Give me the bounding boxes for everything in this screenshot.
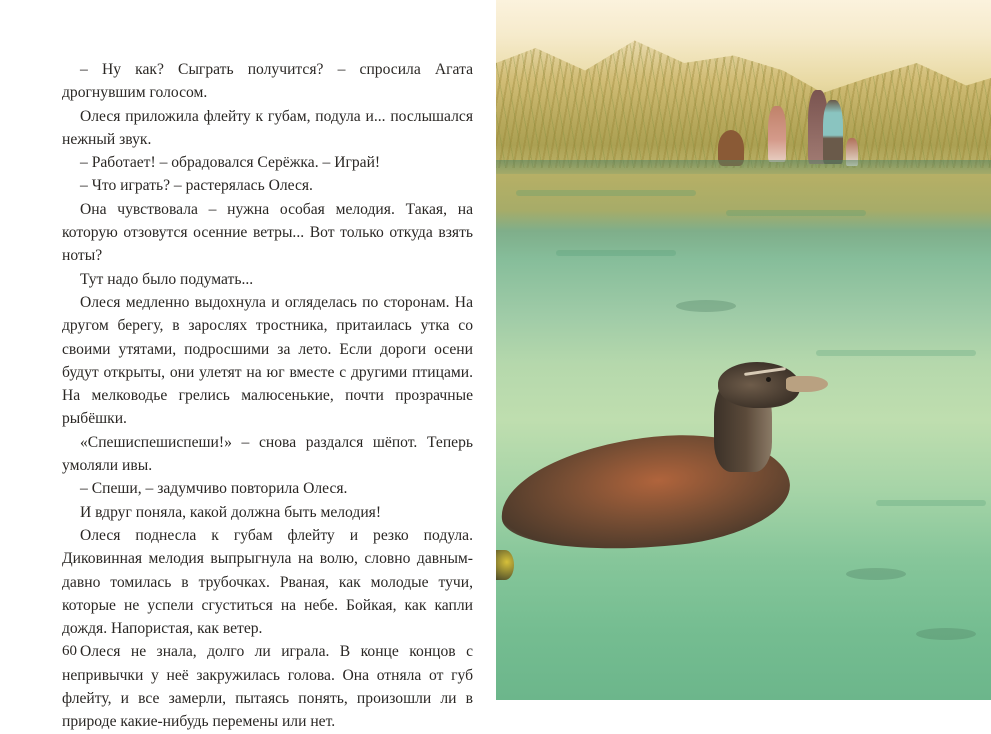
paragraph: Она чувствовала – нужна особая мелодия. Такая, на которую отзовутся осенние ветры... Вот только откуда взять ноты? xyxy=(62,200,473,265)
paragraph: Олеся не знала, долго ли играла. В конце концов с непривычки у неё закружилась голова. Она отняла от губ флейту, и все замерли, пытаясь понять, произошли ли в природе какие-нибудь перемены или нет. xyxy=(62,643,473,731)
water-ripple xyxy=(726,210,866,216)
boy-figure xyxy=(823,100,843,164)
paragraph: Олеся приложила флейту к губам, подула и... послышался нежный звук. xyxy=(62,107,473,148)
paragraph: – Работает! – обрадовался Серёжка. – Играй! xyxy=(80,154,381,172)
fish xyxy=(916,628,976,640)
paragraph: И вдруг поняла, какой должна быть мелодия! xyxy=(80,503,382,521)
water-ripple xyxy=(516,190,696,196)
paragraph: «Спешиспешиспеши!» – снова раздался шёпот. Теперь умоляли ивы. xyxy=(62,433,473,475)
water-ripple xyxy=(876,500,986,506)
story-text xyxy=(62,58,473,734)
fish xyxy=(676,300,736,312)
paragraph: – Что играть? – растерялась Олеся. xyxy=(80,177,313,195)
paragraph: Тут надо было подумать... xyxy=(80,270,254,288)
duck-bill xyxy=(786,376,828,392)
left-page xyxy=(0,0,496,731)
girl-figure xyxy=(768,106,786,162)
water-ripple xyxy=(556,250,676,256)
water-ripple xyxy=(816,350,976,356)
duck-eye xyxy=(766,377,771,382)
page-number: 60 xyxy=(62,643,77,659)
fish xyxy=(846,568,906,580)
illustration-duck-pond xyxy=(496,0,991,700)
duckling xyxy=(496,550,514,580)
paragraph: – Спеши, – задумчиво повторила Олеся. xyxy=(80,480,348,498)
paragraph: Олеся поднесла к губам флейту и резко подула. Диковинная мелодия выпрыгнула на волю, словно давным-давно томилась в трубочках. Рваная, как молодые тучи, которые не успели сгуститься на небе. Бойкая, как капли дождя. Напористая, как ветер. xyxy=(62,526,473,638)
paragraph: – Ну как? Сыграть получится? – спросила Агата дрогнувшим голосом. xyxy=(62,61,473,102)
paragraph: Олеся медленно выдохнула и огляделась по сторонам. На другом берегу, в зарослях тростника, притаилась утка со своими утятами, подросшими за лето. Если дороги осени будут открыты, они улетят на юг вместе с другими птицами. На мелководье грелись малюсенькие, почти прозрачные рыбёшки. xyxy=(62,293,473,428)
shoreline xyxy=(496,160,991,174)
